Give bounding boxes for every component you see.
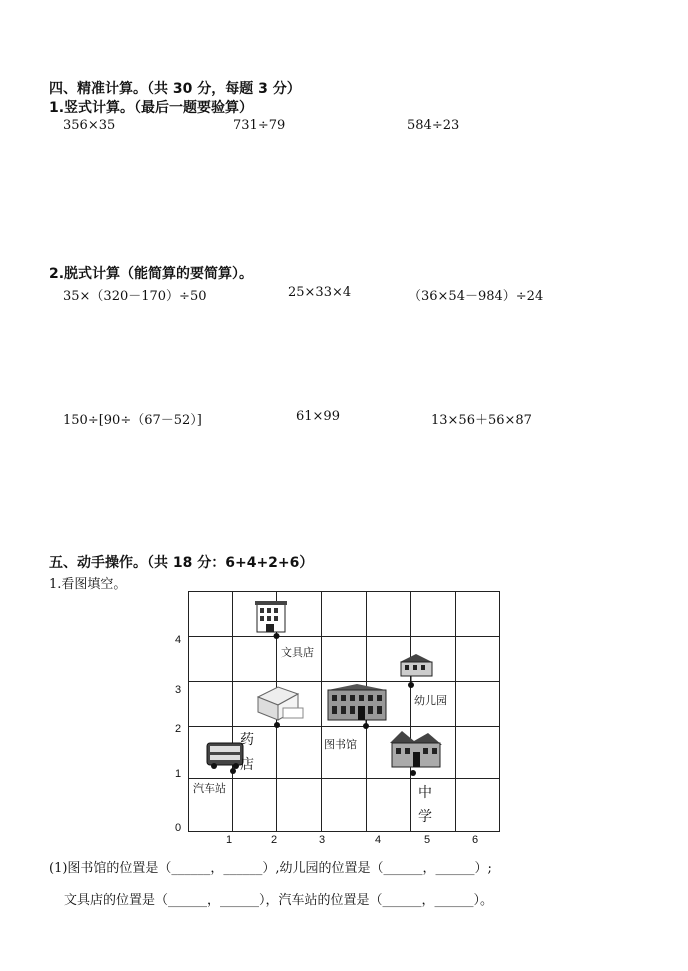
x-axis-label-1: 1 [226, 834, 233, 846]
fill-line-1: (1)图书馆的位置是（______，______）,幼儿园的位置是（______，______）; [49, 861, 492, 876]
question-fill-title: 1.看图填空。 [49, 577, 127, 592]
stationery-store-label: 文具店 [281, 646, 314, 659]
stepwise-calc-item-5: 61×99 [296, 409, 340, 424]
kindergarten-dot [408, 682, 414, 688]
vertical-calc-item-2: 731÷79 [233, 118, 286, 133]
x-axis-label-4: 4 [375, 834, 382, 846]
stationery-dot [274, 633, 280, 639]
bus-icon [207, 743, 243, 769]
x-axis-label-5: 5 [424, 834, 431, 846]
y-axis-label-4: 4 [175, 634, 182, 646]
pharmacy-label-1: 药 [240, 732, 254, 748]
question-1-title: 1.竖式计算。（最后一题要验算） [49, 100, 254, 116]
x-axis-label-2: 2 [271, 834, 278, 846]
stepwise-calc-item-1: 35×（320－170）÷50 [63, 289, 207, 304]
library-icon [328, 684, 386, 720]
vertical-calc-item-3: 584÷23 [407, 118, 460, 133]
stepwise-calc-item-4: 150÷[90÷（67－52）] [63, 413, 202, 428]
pharmacy-label-2: 店 [240, 757, 254, 773]
school-dot [410, 770, 416, 776]
stationery-store-icon [255, 601, 287, 632]
stepwise-calc-item-6: 13×56＋56×87 [431, 413, 532, 428]
stepwise-calc-item-3: （36×54－984）÷24 [408, 289, 544, 304]
kindergarten-icon [400, 654, 432, 676]
vertical-calc-item-1: 356×35 [63, 118, 116, 133]
section-4-title: 四、精准计算。（共 30 分，每题 3 分） [49, 81, 301, 97]
y-axis-label-1: 1 [175, 768, 182, 780]
school-label-2: 学 [418, 809, 432, 825]
section-5-title: 五、动手操作。（共 18 分：6+4+2+6） [49, 555, 314, 571]
school-label-1: 中 [418, 785, 432, 801]
fill-line-2: 文具店的位置是（______，______），汽车站的位置是（______，______）。 [64, 893, 494, 908]
library-label: 图书馆 [324, 738, 357, 751]
school-icon [390, 731, 442, 767]
stepwise-calc-item-2: 25×33×4 [288, 285, 352, 300]
pharmacy-dot [274, 722, 280, 728]
kindergarten-label: 幼儿园 [414, 694, 447, 707]
x-axis-label-3: 3 [319, 834, 326, 846]
pharmacy-icon [258, 687, 303, 720]
library-dot [363, 723, 369, 729]
x-axis-label-6: 6 [472, 834, 479, 846]
bus-station-dot [230, 768, 236, 774]
y-axis-label-0: 0 [175, 822, 182, 834]
bus-station-label: 汽车站 [193, 782, 226, 795]
question-2-title: 2.脱式计算（能简算的要简算）。 [49, 266, 254, 282]
y-axis-label-2: 2 [175, 723, 182, 735]
y-axis-label-3: 3 [175, 684, 182, 696]
